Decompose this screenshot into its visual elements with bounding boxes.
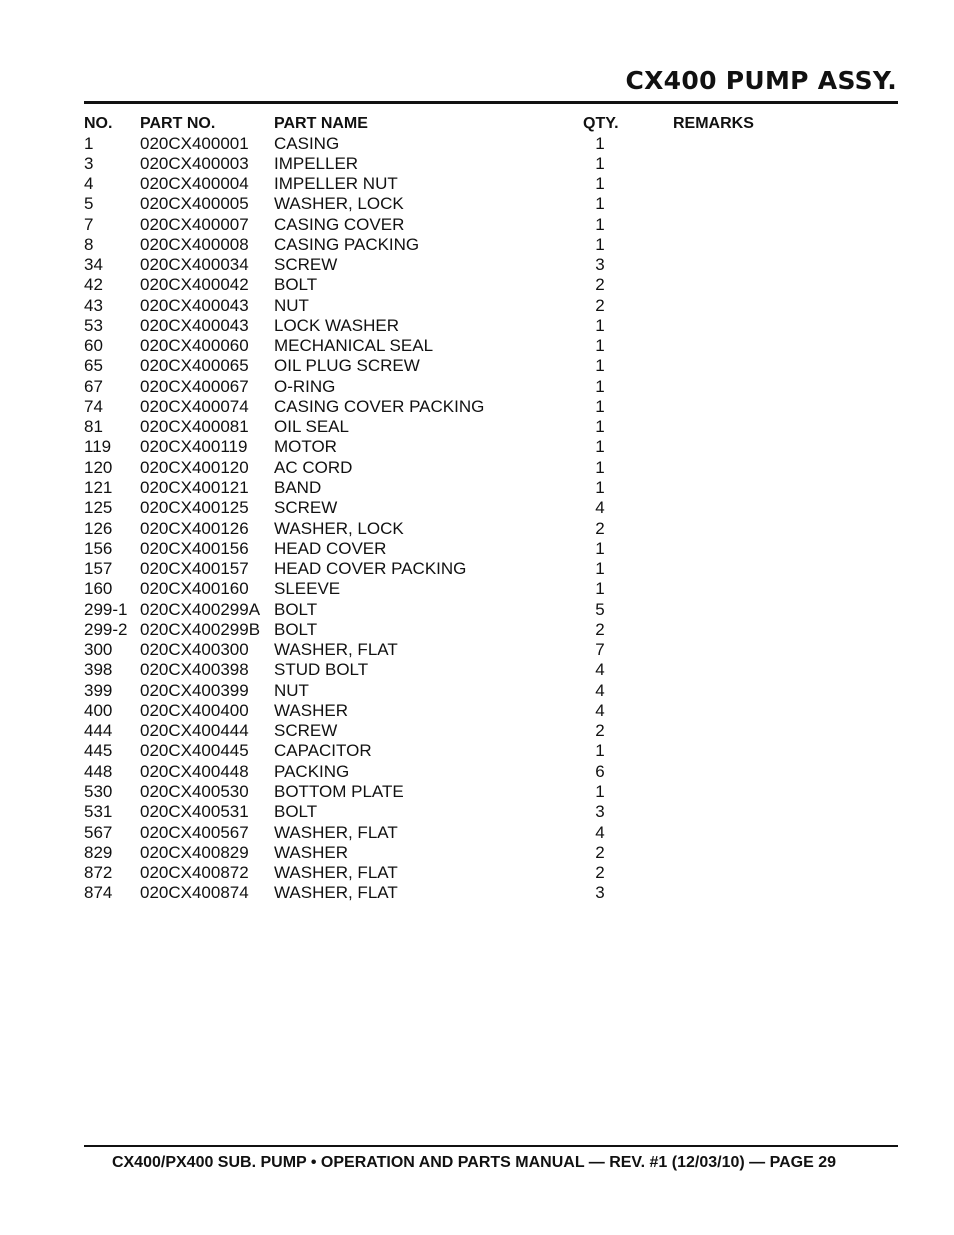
cell-part-no: 020CX400400 [140,700,249,720]
table-row [84,458,898,478]
page-title: CX400 PUMP ASSY. [625,66,897,95]
title-rule [84,101,898,104]
cell-part-no: 020CX400872 [140,863,249,883]
cell-part-no: 020CX400121 [140,478,249,498]
cell-qty: 2 [595,863,605,883]
cell-qty: 3 [595,255,605,275]
cell-part-no: 020CX400008 [140,234,249,254]
cell-no: 42 [84,275,103,295]
cell-part-no: 020CX400034 [140,255,249,275]
cell-qty: 2 [595,842,605,862]
cell-part-no: 020CX400874 [140,883,249,903]
cell-qty: 1 [595,153,605,173]
cell-part-no: 020CX400157 [140,559,249,579]
cell-qty: 6 [595,761,605,781]
cell-part-name: BOLT [274,619,318,639]
cell-part-name: NUT [274,680,309,700]
cell-no: 300 [84,640,113,660]
cell-part-name: OIL SEAL [274,417,349,437]
table-row [84,478,898,498]
cell-part-name: WASHER, FLAT [274,640,398,660]
cell-qty: 3 [595,883,605,903]
cell-part-no: 020CX400003 [140,153,249,173]
column-header-remarks: REMARKS [673,115,754,132]
cell-qty: 1 [595,559,605,579]
cell-part-name: HEAD COVER PACKING [274,559,467,579]
cell-part-name: STUD BOLT [274,660,369,680]
cell-no: 1 [84,133,94,153]
table-row [84,417,898,437]
cell-qty: 2 [595,295,605,315]
cell-part-name: HEAD COVER [274,538,387,558]
cell-no: 65 [84,356,103,376]
cell-qty: 2 [595,518,605,538]
cell-qty: 4 [595,700,605,720]
cell-part-name: CASING PACKING [274,234,420,254]
cell-part-name: WASHER, FLAT [274,863,398,883]
cell-qty: 7 [595,640,605,660]
table-row [84,296,898,316]
cell-part-name: BOTTOM PLATE [274,782,404,801]
cell-part-name: IMPELLER NUT [274,174,398,194]
cell-part-no: 020CX400125 [140,498,249,518]
cell-no: 81 [84,417,103,437]
cell-qty: 2 [595,619,605,639]
cell-qty: 1 [595,437,605,457]
cell-qty: 1 [595,579,605,599]
column-header-part-no: PART NO. [140,115,216,132]
cell-part-no: 020CX400119 [140,437,248,457]
cell-no: 121 [84,478,113,498]
cell-qty: 1 [595,315,605,335]
cell-part-name: WASHER [274,842,348,862]
table-row [84,397,898,417]
table-row [84,843,898,863]
cell-no: 531 [84,802,113,822]
cell-part-name: WASHER, FLAT [274,822,398,842]
table-row [84,681,898,701]
table-row [84,701,898,721]
table-row [84,275,898,295]
cell-part-no: 020CX400156 [140,538,249,558]
table-row [84,802,898,822]
column-header-no: NO. [84,115,113,132]
cell-qty: 1 [595,782,605,801]
cell-no: 448 [84,761,113,781]
cell-qty: 1 [595,417,605,437]
cell-no: 399 [84,680,113,700]
cell-qty: 4 [595,822,605,842]
cell-part-name: CASING [274,133,340,153]
cell-no: 156 [84,538,113,558]
cell-no: 74 [84,396,103,416]
table-row [84,782,898,802]
cell-part-no: 020CX400530 [140,782,249,801]
cell-part-name: BOLT [274,599,318,619]
cell-no: 67 [84,376,103,396]
cell-part-no: 020CX400531 [140,802,249,822]
cell-no: 829 [84,842,113,862]
cell-qty: 4 [595,660,605,680]
cell-no: 125 [84,498,113,518]
cell-no: 400 [84,700,113,720]
cell-part-no: 020CX400398 [140,660,249,680]
cell-part-name: LOCK WASHER [274,315,400,335]
cell-qty: 2 [595,721,605,741]
cell-no: 8 [84,234,94,254]
cell-no: 567 [84,822,113,842]
cell-part-name: CAPACITOR [274,741,372,761]
table-row [84,154,898,174]
table-row [84,235,898,255]
cell-part-name: MOTOR [274,437,337,457]
cell-part-no: 020CX400299B [140,619,261,639]
cell-part-no: 020CX400001 [140,133,249,153]
cell-part-no: 020CX400299A [140,599,261,619]
cell-part-name: WASHER [274,700,348,720]
cell-part-no: 020CX400444 [140,721,249,741]
table-row [84,174,898,194]
cell-part-name: SCREW [274,721,338,741]
table-row [84,498,898,518]
cell-qty: 3 [595,802,605,822]
cell-no: 53 [84,315,103,335]
cell-no: 7 [84,214,94,234]
table-row [84,539,898,559]
cell-part-name: SLEEVE [274,579,341,599]
cell-qty: 1 [595,376,605,396]
table-header-row [84,113,898,133]
cell-qty: 1 [595,741,605,761]
cell-no: 160 [84,579,113,599]
cell-qty: 1 [595,478,605,498]
cell-part-no: 020CX400160 [140,579,249,599]
column-header-part-name: PART NAME [274,115,368,132]
cell-part-no: 020CX400043 [140,295,249,315]
cell-no: 299-2 [84,619,128,639]
cell-part-name: BOLT [274,275,318,295]
cell-qty: 1 [595,234,605,254]
cell-part-no: 020CX400829 [140,842,249,862]
table-row [84,215,898,235]
table-row [84,377,898,397]
cell-part-name: CASING COVER PACKING [274,396,485,416]
table-row [84,620,898,640]
cell-qty: 1 [595,356,605,376]
cell-part-no: 020CX400065 [140,356,249,376]
cell-qty: 1 [595,214,605,234]
cell-part-name: WASHER, LOCK [274,194,404,214]
cell-no: 4 [84,174,94,194]
column-header-qty: QTY. [583,115,619,132]
cell-no: 444 [84,721,113,741]
cell-no: 34 [84,255,103,275]
table-row [84,741,898,761]
cell-part-no: 020CX400067 [140,376,249,396]
cell-no: 60 [84,336,103,356]
cell-part-name: IMPELLER [274,153,359,173]
cell-part-name: WASHER, LOCK [274,518,404,538]
table-row [84,640,898,660]
cell-no: 445 [84,741,113,761]
cell-part-name: NUT [274,295,309,315]
cell-qty: 2 [595,275,605,295]
cell-no: 120 [84,457,113,477]
cell-part-name: SCREW [274,255,338,275]
cell-part-no: 020CX400007 [140,214,249,234]
cell-qty: 1 [595,457,605,477]
cell-part-no: 020CX400300 [140,640,249,660]
cell-part-name: PACKING [274,761,350,781]
cell-part-name: BOLT [274,802,318,822]
table-row [84,762,898,782]
cell-qty: 4 [595,680,605,700]
table-row [84,134,898,154]
cell-part-no: 020CX400126 [140,518,249,538]
table-row [84,255,898,275]
cell-no: 126 [84,518,113,538]
table-body [84,134,898,904]
cell-part-no: 020CX400567 [140,822,249,842]
cell-part-name: O-RING [274,376,336,396]
cell-qty: 1 [595,194,605,214]
footer-rule [84,1145,898,1147]
cell-part-no: 020CX400074 [140,396,249,416]
table-row [84,437,898,457]
cell-qty: 1 [595,538,605,558]
cell-part-no: 020CX400060 [140,336,249,356]
cell-qty: 1 [595,174,605,194]
table-row [84,519,898,539]
cell-part-no: 020CX400399 [140,680,249,700]
cell-qty: 1 [595,336,605,356]
cell-part-name: OIL PLUG SCREW [274,356,420,376]
cell-part-name: AC CORD [274,457,353,477]
cell-no: 3 [84,153,94,173]
table-row [84,600,898,620]
table-row [84,863,898,883]
cell-no: 157 [84,559,113,579]
table-row [84,336,898,356]
cell-qty: 4 [595,498,605,518]
cell-no: 299-1 [84,599,128,619]
cell-part-no: 020CX400120 [140,457,249,477]
cell-part-name: WASHER, FLAT [274,883,398,903]
cell-part-no: 020CX400043 [140,315,249,335]
cell-qty: 5 [595,599,605,619]
cell-no: 872 [84,863,113,883]
cell-no: 119 [84,437,112,457]
table-row [84,823,898,843]
cell-part-no: 020CX400448 [140,761,249,781]
cell-no: 530 [84,782,113,801]
page-footer: CX400/PX400 SUB. PUMP • OPERATION AND PARTS MANUAL — REV. #1 (12/03/10) — PAGE 29 [111,1154,836,1171]
cell-no: 874 [84,883,113,903]
cell-part-no: 020CX400004 [140,174,249,194]
table-row [84,559,898,579]
cell-no: 398 [84,660,113,680]
table-row [84,660,898,680]
cell-part-no: 020CX400042 [140,275,249,295]
cell-part-no: 020CX400005 [140,194,249,214]
cell-no: 5 [84,194,94,214]
cell-qty: 1 [595,133,605,153]
cell-part-no: 020CX400081 [140,417,249,437]
table-row [84,356,898,376]
cell-part-name: SCREW [274,498,338,518]
cell-no: 43 [84,295,103,315]
parts-list-table [84,113,898,904]
table-row [84,883,898,903]
cell-part-name: CASING COVER [274,214,405,234]
table-row [84,721,898,741]
table-row [84,316,898,336]
cell-part-name: MECHANICAL SEAL [274,336,434,356]
cell-part-name: BAND [274,478,322,498]
table-row [84,579,898,599]
cell-part-no: 020CX400445 [140,741,249,761]
cell-qty: 1 [595,396,605,416]
table-row [84,194,898,214]
